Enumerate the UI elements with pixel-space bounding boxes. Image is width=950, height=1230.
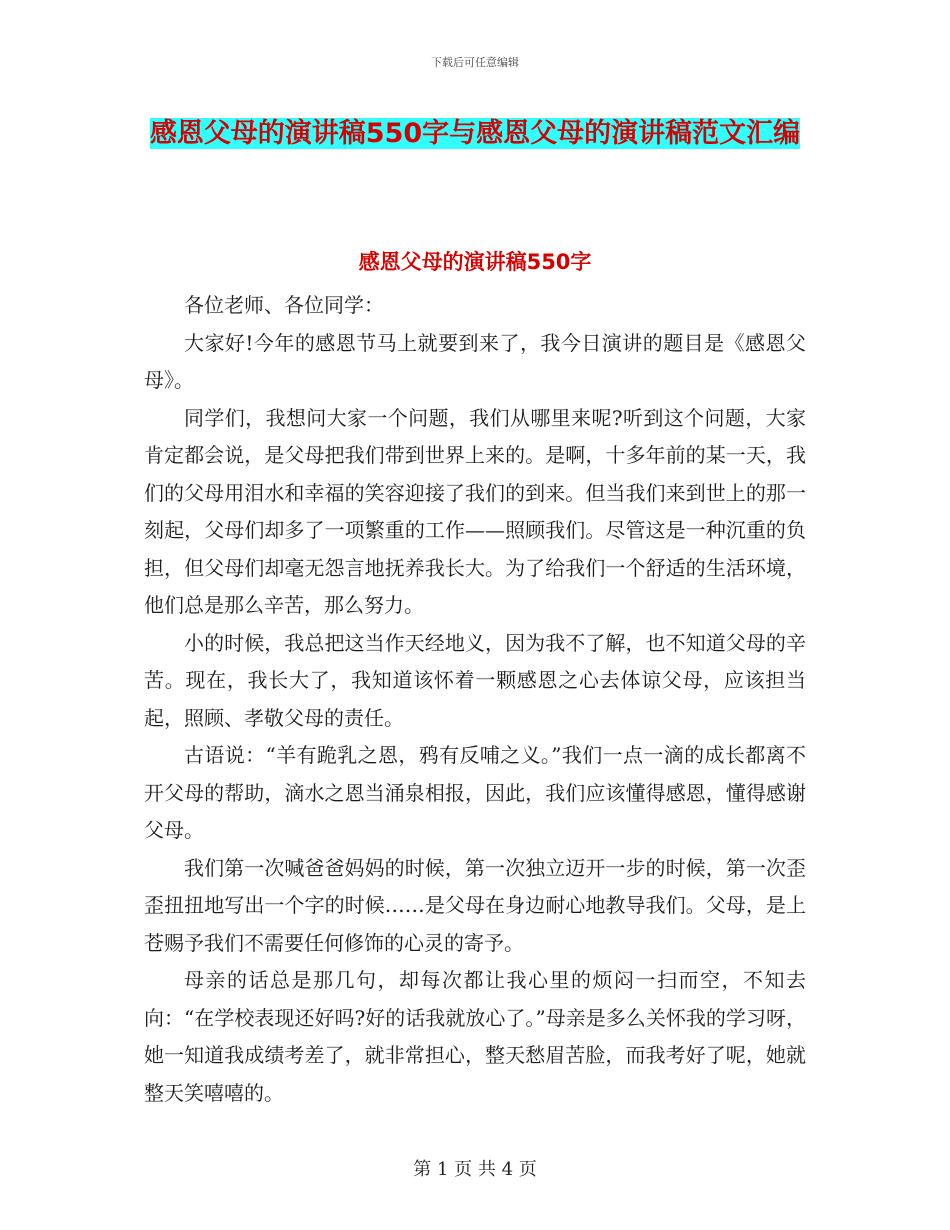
document-title-text: 感恩父母的演讲稿550字与感恩父母的演讲稿范文汇编	[149, 118, 801, 149]
page-number-footer: 第 1 页 共 4 页	[413, 1159, 537, 1180]
paragraph: 古语说：“羊有跪乳之恩，鸦有反哺之义。”我们一点一滴的成长都离不开父母的帮助，滴水之恩当涌泉相报，因此，我们应该懂得感恩，懂得感谢父母。	[144, 743, 806, 842]
paragraph: 小的时候，我总把这当作天经地义，因为我不了解，也不知道父母的辛苦。现在，我长大了，我知道该怀着一颗感恩之心去体谅父母，应该担当起，照顾、孝敬父母的责任。	[144, 630, 806, 730]
paragraph: 母亲的话总是那几句，却每次都让我心里的烦闷一扫而空，不知去向：“在学校表现还好吗?好的话我就放心了。”母亲是多么关怀我的学习呀，她一知道我成绩考差了，就非常担心，整天愁眉苦脸，而我考好了呢，她就整天笑嘻嘻的。	[144, 968, 806, 1105]
paragraph: 同学们，我想问大家一个问题，我们从哪里来呢?听到这个问题，大家肯定都会说，是父母把我们带到世界上来的。是啊，十多年前的某一天，我们的父母用泪水和幸福的笑容迎接了我们的到来。但当我们来到世上的那一刻起，父母们却多了一项繁重的工作——照顾我们。尽管这是一种沉重的负担，但父母们却毫无怨言地抚养我长大。为了给我们一个舒适的生活环境，他们总是那么辛苦，那么努力。	[144, 405, 806, 617]
header-note: 下载后可任意编辑	[431, 56, 519, 69]
document-title	[140, 108, 810, 160]
document-body	[144, 287, 806, 1112]
paragraph: 大家好!今年的感恩节马上就要到来了，我今日演讲的题目是《感恩父母》。	[144, 330, 806, 392]
paragraph: 各位老师、各位同学：	[184, 293, 384, 317]
paragraph: 我们第一次喊爸爸妈妈的时候，第一次独立迈开一步的时候，第一次歪歪扭扭地写出一个字的时候……是父母在身边耐心地教导我们。父母，是上苍赐予我们不需要任何修饰的心灵的寄予。	[144, 855, 806, 955]
section-title: 感恩父母的演讲稿550字	[358, 250, 592, 274]
